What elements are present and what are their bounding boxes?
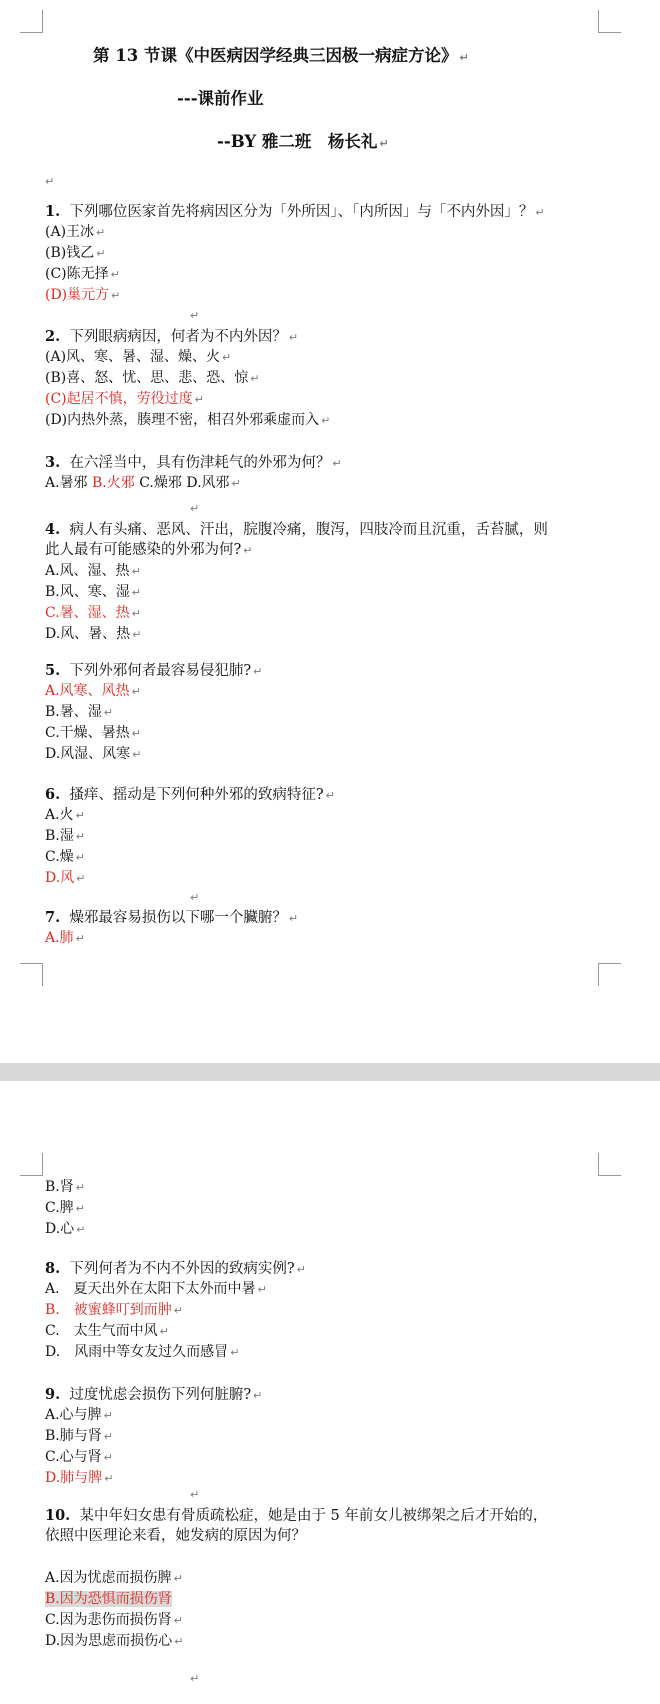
empty-paragraph-mark: ↵: [190, 502, 200, 515]
option-a[interactable]: A.心与脾 ↵: [45, 1407, 113, 1423]
option-d-answer[interactable]: D.风 ↵: [45, 870, 86, 886]
option-d[interactable]: (D)内热外蒸，腠理不密，相召外邪乘虚而入 ↵: [45, 412, 331, 428]
page2-corner-top-right: [598, 1153, 621, 1176]
question-text: 8. 下列何者为不内不外因的致病实例? ↵: [45, 1260, 306, 1277]
empty-paragraph-mark: ↵: [190, 309, 200, 322]
option-c[interactable]: C.心与肾 ↵: [45, 1449, 113, 1465]
empty-paragraph-mark: ↵: [190, 1672, 200, 1685]
option-d[interactable]: D.因为思虑而损伤心 ↵: [45, 1633, 184, 1649]
document-title: 第 13 节课《中医病因学经典三因极一病症方论》 ↵: [93, 46, 469, 65]
page1-corner-top-right: [598, 10, 621, 33]
option-c[interactable]: C.干燥、暑热 ↵: [45, 725, 141, 741]
option-b[interactable]: B.肾 ↵: [45, 1179, 85, 1195]
option-b[interactable]: B.暑、湿 ↵: [45, 704, 113, 720]
option-c-answer[interactable]: C.暑、湿、热 ↵: [45, 605, 141, 621]
option-a[interactable]: A.暑邪: [45, 475, 88, 491]
empty-paragraph-mark: ↵: [190, 891, 200, 904]
page2-corner-top-left: [20, 1153, 43, 1176]
option-c[interactable]: C.脾 ↵: [45, 1200, 85, 1216]
option-d[interactable]: D.心 ↵: [45, 1221, 86, 1237]
option-a[interactable]: A. 夏天出外在太阳下太外而中暑 ↵: [45, 1281, 267, 1297]
question-2: [45, 326, 605, 431]
option-b[interactable]: B.肺与肾 ↵: [45, 1428, 113, 1444]
option-c[interactable]: C.因为悲伤而损伤肾 ↵: [45, 1612, 183, 1628]
question-text: 5. 下列外邪何者最容易侵犯肺? ↵: [45, 662, 263, 679]
page1-corner-top-left: [20, 10, 43, 33]
question-5: [45, 660, 605, 765]
option-b-answer[interactable]: B.火邪: [92, 475, 135, 491]
question-text: 2. 下列眼病病因，何者为不内外因？ ↵: [45, 328, 299, 345]
option-a-answer[interactable]: A.肺 ↵: [45, 930, 85, 946]
option-d-answer[interactable]: D.肺与脾 ↵: [45, 1470, 114, 1486]
question-text: 1. 下列哪位医家首先将病因区分为「外所因」、「内所因」与「不内外因」？ ↵: [45, 203, 545, 220]
question-6: [45, 784, 605, 889]
option-a-answer[interactable]: A.风寒、风热 ↵: [45, 683, 141, 699]
option-c[interactable]: C.燥邪: [139, 475, 182, 491]
option-a[interactable]: (A)王冰 ↵: [45, 224, 106, 240]
page1-corner-bottom-right: [598, 963, 621, 986]
option-d[interactable]: D.风、暑、热 ↵: [45, 626, 142, 642]
option-d[interactable]: D.风湿、风寒 ↵: [45, 746, 142, 762]
empty-paragraph-mark: ↵: [190, 1488, 200, 1501]
question-3: [45, 452, 605, 494]
option-d[interactable]: D. 风雨中等女友过久而感冒 ↵: [45, 1344, 240, 1360]
option-b[interactable]: B.湿 ↵: [45, 828, 85, 844]
question-text: 7. 燥邪最容易损伤以下哪一个臟腑？ ↵: [45, 909, 299, 926]
option-a[interactable]: A.因为忧虑而损伤脾 ↵: [45, 1570, 183, 1586]
empty-paragraph-mark: ↵: [45, 175, 55, 188]
question-text: 3. 在六淫当中，具有伤津耗气的外邪为何？ ↵: [45, 454, 342, 471]
question-text-line-2: 依照中医理论来看，她发病的原因为何？: [45, 1528, 306, 1544]
question-8: [45, 1258, 605, 1363]
question-text-line-2: 此人最有可能感染的外邪为何? ↵: [45, 542, 253, 558]
document-subtitle: ---课前作业: [177, 89, 264, 108]
question-7-continued: [45, 1177, 605, 1240]
option-a[interactable]: A.风、湿、热 ↵: [45, 563, 141, 579]
question-text-line-1: 10. 某中年妇女患有骨质疏松症，她是由于 5 年前女儿被绑架之后才开始的，: [45, 1507, 548, 1524]
option-c[interactable]: (C)陈无择 ↵: [45, 266, 120, 282]
option-b-answer[interactable]: [45, 1589, 605, 1610]
question-7: [45, 907, 605, 949]
option-a[interactable]: (A)风、寒、暑、湿、燥、火 ↵: [45, 349, 232, 365]
question-4: [45, 519, 605, 645]
option-b-answer[interactable]: B. 被蜜蜂叮到而肿 ↵: [45, 1302, 183, 1318]
option-c[interactable]: C.燥 ↵: [45, 849, 85, 865]
question-10: [45, 1505, 605, 1652]
option-d[interactable]: D.风邪: [186, 475, 230, 491]
option-c[interactable]: C. 太生气而中风 ↵: [45, 1323, 169, 1339]
option-b[interactable]: (B)钱乙 ↵: [45, 245, 106, 261]
document-author: --BY 雅二班 杨长礼 ↵: [217, 132, 389, 151]
page-gap: [0, 1063, 660, 1081]
inline-options: A.暑邪 B.火邪 C.燥邪 D.风邪 ↵: [45, 475, 241, 491]
question-text-line-1: 4. 病人有头痛、恶风、汗出，脘腹冷痛，腹泻，四肢冷而且沉重，舌苔腻，则: [45, 521, 548, 538]
option-c-answer[interactable]: (C)起居不慎，劳役过度 ↵: [45, 391, 204, 407]
option-d-answer[interactable]: (D)巢元方 ↵: [45, 287, 121, 303]
option-a[interactable]: A.火 ↵: [45, 807, 85, 823]
question-text: 6. 搔痒、摇动是下列何种外邪的致病特征? ↵: [45, 786, 335, 803]
question-1: [45, 201, 605, 306]
option-b[interactable]: (B)喜、怒、忧、思、悲、恐、惊 ↵: [45, 370, 260, 386]
page1-corner-bottom-left: [20, 963, 43, 986]
option-b[interactable]: B.风、寒、湿 ↵: [45, 584, 141, 600]
question-9: [45, 1384, 605, 1489]
blank-line: [45, 1547, 605, 1568]
text-selection[interactable]: B.因为恐惧而损伤肾: [45, 1591, 172, 1607]
question-text: 9. 过度忧虑会损伤下列何脏腑? ↵: [45, 1386, 263, 1403]
